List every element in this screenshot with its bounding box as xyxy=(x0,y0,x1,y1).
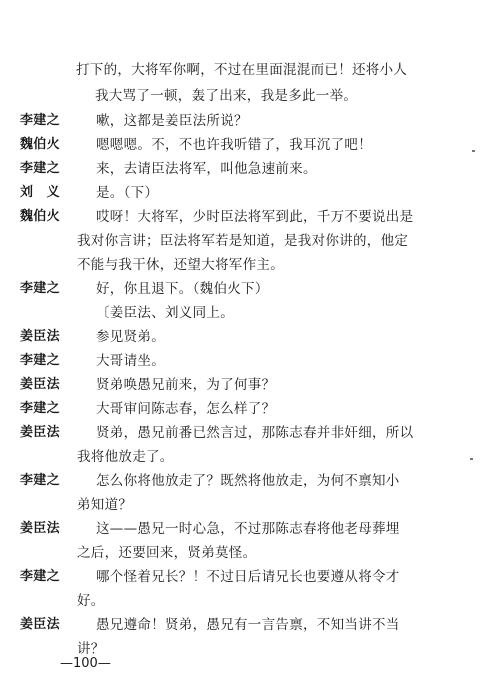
speaker-name: 刘 义 xyxy=(20,185,60,200)
speaker-name: 姜臣法 xyxy=(20,617,60,632)
dialogue-text: 大哥审问陈志春，怎么样了？ xyxy=(96,401,276,417)
speaker-name: 李建之 xyxy=(20,161,60,176)
dialogue-text: 打下的，大将军你啊，不过在里面混混而已！还将小人 xyxy=(76,62,408,78)
dialogue-text: 弟知道？ xyxy=(77,497,133,513)
page-number: —100— xyxy=(60,656,111,671)
dialogue-text: 怎么你将他放走了？既然将他放走，为何不禀知小 xyxy=(96,473,400,489)
speaker-name: 姜臣法 xyxy=(20,377,60,392)
dialogue-text: 好，你且退下。（魏伯火下） xyxy=(96,281,269,297)
scan-speck xyxy=(472,150,475,152)
speaker-name: 李建之 xyxy=(20,473,60,488)
speaker-name: 李建之 xyxy=(20,353,60,368)
speaker-name: 姜臣法 xyxy=(20,521,60,536)
scan-speck xyxy=(470,458,473,460)
dialogue-text: 贤弟，愚兄前番已然言过，那陈志春并非奸细，所以 xyxy=(96,425,414,441)
dialogue-text: 愚兄遵命！贤弟，愚兄有一言告禀，不知当讲不当 xyxy=(96,617,400,633)
speaker-name: 李建之 xyxy=(20,281,60,296)
dialogue-text: 来，去请臣法将军，叫他急速前来。 xyxy=(96,161,317,177)
dialogue-text: 讲？ xyxy=(77,641,105,657)
dialogue-text: 贤弟唤愚兄前来，为了何事？ xyxy=(96,377,276,393)
dialogue-text: 大哥请坐。 xyxy=(96,353,165,369)
speaker-name: 姜臣法 xyxy=(20,329,60,344)
dialogue-text: 是。（下） xyxy=(96,185,159,201)
dialogue-text: 我将他放走了。 xyxy=(77,449,174,465)
speaker-name: 魏伯火 xyxy=(20,209,60,224)
dialogue-text: 我对你言讲；臣法将军若是知道，是我对你讲的，他定 xyxy=(77,233,409,249)
dialogue-text: 哎呀！大将军，少时臣法将军到此，千万不要说出是 xyxy=(96,209,414,225)
speaker-name: 李建之 xyxy=(20,113,60,128)
dialogue-text: 之后，还要回来，贤弟莫怪。 xyxy=(77,545,257,561)
dialogue-text: 参见贤弟。 xyxy=(96,329,165,345)
dialogue-text: 我大骂了一顿，轰了出来，我是多此一举。 xyxy=(95,88,358,104)
dialogue-text: 〔姜臣法、刘义同上。 xyxy=(96,305,234,321)
dialogue-text: 好。 xyxy=(77,593,105,609)
speaker-name: 姜臣法 xyxy=(20,425,60,440)
dialogue-text: 这——愚兄一时心急，不过那陈志春将他老母葬埋 xyxy=(96,521,400,537)
speaker-name: 李建之 xyxy=(20,569,60,584)
speaker-name: 魏伯火 xyxy=(20,137,60,152)
dialogue-text: 嗽，这都是姜臣法所说？ xyxy=(96,113,248,129)
dialogue-text: 嗯嗯嗯。不，不也许我听错了，我耳沉了吧！ xyxy=(96,137,372,153)
dialogue-text: 哪个怪着兄长？！不过日后请兄长也要遵从将令才 xyxy=(96,569,400,585)
speaker-name: 李建之 xyxy=(20,401,60,416)
dialogue-text: 不能与我干休，还望大将军作主。 xyxy=(77,257,284,273)
